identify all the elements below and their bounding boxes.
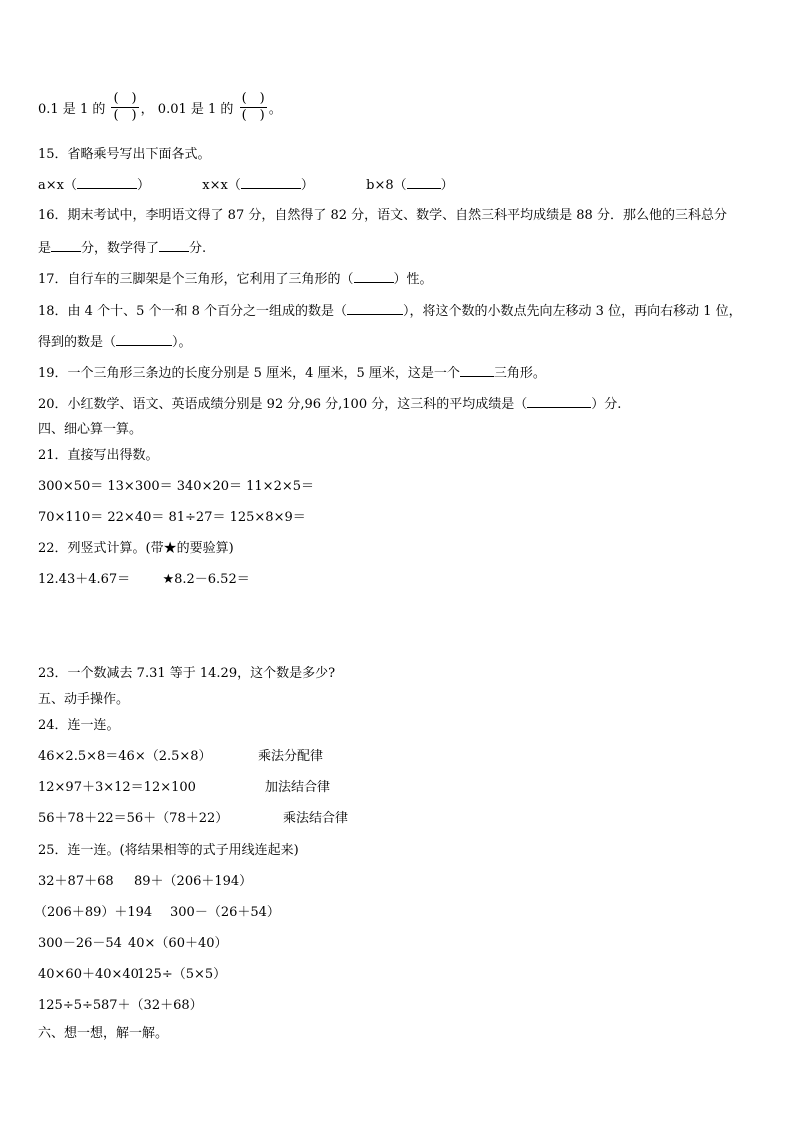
q19-text-a: 19．一个三角形三条边的长度分别是 5 厘米，4 厘米，5 厘米，这是一个 [38,366,460,381]
section-heading-5: 五、动手操作。 [38,692,130,707]
answer-blank[interactable] [116,333,172,346]
q19-line [38,364,546,383]
q18-text-b: ），将这个数的小数点先向左移动 3 位，再向右移动 1 位， [403,304,742,319]
q14-end: 。 [268,102,282,117]
q22-expr-2: ★8.2－6.52＝ [162,572,250,587]
q20-text-b: ）分. [591,397,622,412]
q21-row-2: 70×110＝ 22×40＝ 81÷27＝ 125×8×9＝ [38,510,306,525]
q25-row-3-left: 300－26－54 [38,936,122,951]
section-heading-6: 六、想一想，解一解。 [38,1026,169,1041]
q22-expr-1: 12.43＋4.67＝ [38,572,131,587]
q25-title: 25．连一连。(将结果相等的式子用线连起来) [38,843,299,858]
q21-title: 21．直接写出得数。 [38,448,159,463]
answer-blank[interactable] [460,364,494,377]
q21-row-1: 300×50＝ 13×300＝ 340×20＝ 11×2×5＝ [38,479,315,494]
q19-text-b: 三角形。 [493,366,546,381]
q25-row-5-right: 87＋（32＋68） [101,998,203,1013]
fraction-blank-2[interactable] [240,91,267,124]
fraction-blank-1[interactable] [111,91,138,124]
q25-row-4-left: 40×60＋40×40 [38,967,139,982]
q20-text-a: 20．小红数学、语文、英语成绩分别是 92 分,96 分,100 分，这三科的平均成绩是（ [38,397,528,412]
fraction-denominator[interactable]: ( ) [241,108,265,123]
q25-row-2-right: 300－（26＋54） [170,905,280,920]
answer-blank[interactable] [159,239,189,252]
fraction-numerator[interactable]: ( ) [241,91,265,106]
q25-row-3-right: 40×（60＋40） [128,936,228,951]
q25-row-4-right: 125÷（5×5） [137,967,227,982]
q24-row-2-left: 12×97＋3×12＝12×100 [38,780,196,795]
q14-text-a: 0.1 是 1 的 [38,102,106,117]
q15-title: 15．省略乘号写出下面各式。 [38,147,211,162]
q24-title: 24．连一连。 [38,718,120,733]
answer-blank[interactable] [51,239,81,252]
answer-blank[interactable] [407,176,441,189]
q16-line-2 [38,239,206,258]
q17-text-a: 17．自行车的三脚架是个三角形，它利用了三角形的（ [38,272,354,287]
q25-row-2-left: （206＋89）＋194 [34,905,153,920]
q24-row-1-left: 46×2.5×8＝46×（2.5×8） [38,749,212,764]
q25-row-5-left: 125÷5÷5 [38,998,102,1013]
q18-line-2 [38,333,192,352]
answer-blank[interactable] [241,176,301,189]
q15-item-1: a×x（ [38,178,77,193]
q22-title: 22．列竖式计算。(带★的要验算) [38,541,234,556]
q15-item-3: b×8（ [366,178,407,193]
q15-items [38,176,454,195]
q17-text-b: ）性。 [393,272,433,287]
answer-blank[interactable] [354,270,394,283]
answer-blank[interactable] [527,395,591,408]
q16-line-1: 16．期末考试中，李明语文得了 87 分，自然得了 82 分，语文、数学、自然三科平均成绩是 88 分．那么他的三科总分 [38,208,727,223]
q22-exprs [38,571,250,589]
q24-row-3-left: 56＋78＋22＝56＋（78＋22） [38,811,229,826]
q23-line: 23．一个数减去 7.31 等于 14.29，这个数是多少? [38,666,336,681]
q18-text-d: ）。 [172,335,192,350]
close-paren: ） [300,178,314,193]
q14-text-b: 0.01 是 1 的 [157,102,234,117]
q14-comma: ， [140,102,154,117]
fraction-denominator[interactable]: ( ) [113,108,137,123]
section-heading-4: 四、细心算一算。 [38,422,143,437]
fraction-numerator[interactable]: ( ) [113,91,137,106]
q25-row-1-right: 89＋（206＋194） [134,874,253,889]
answer-blank[interactable] [347,302,403,315]
q14-line [38,93,282,126]
q16-text-c: 分. [189,241,207,256]
q16-text-b: 分，数学得了 [81,241,160,256]
q25-row-1-left: 32＋87＋68 [38,874,114,889]
q24-row-3-right: 乘法结合律 [283,811,349,826]
close-paren: ） [136,178,150,193]
q15-item-2: x×x（ [202,178,241,193]
q20-line [38,395,621,414]
q17-line [38,270,433,289]
q18-line-1 [38,302,742,321]
close-paren: ） [440,178,454,193]
q18-text-a: 18．由 4 个十、5 个一和 8 个百分之一组成的数是（ [38,304,348,319]
q24-row-1-right: 乘法分配律 [258,749,324,764]
answer-blank[interactable] [77,176,137,189]
q24-row-2-right: 加法结合律 [265,780,331,795]
q18-text-c: 得到的数是（ [38,335,117,350]
q16-text-a: 是 [38,241,52,256]
